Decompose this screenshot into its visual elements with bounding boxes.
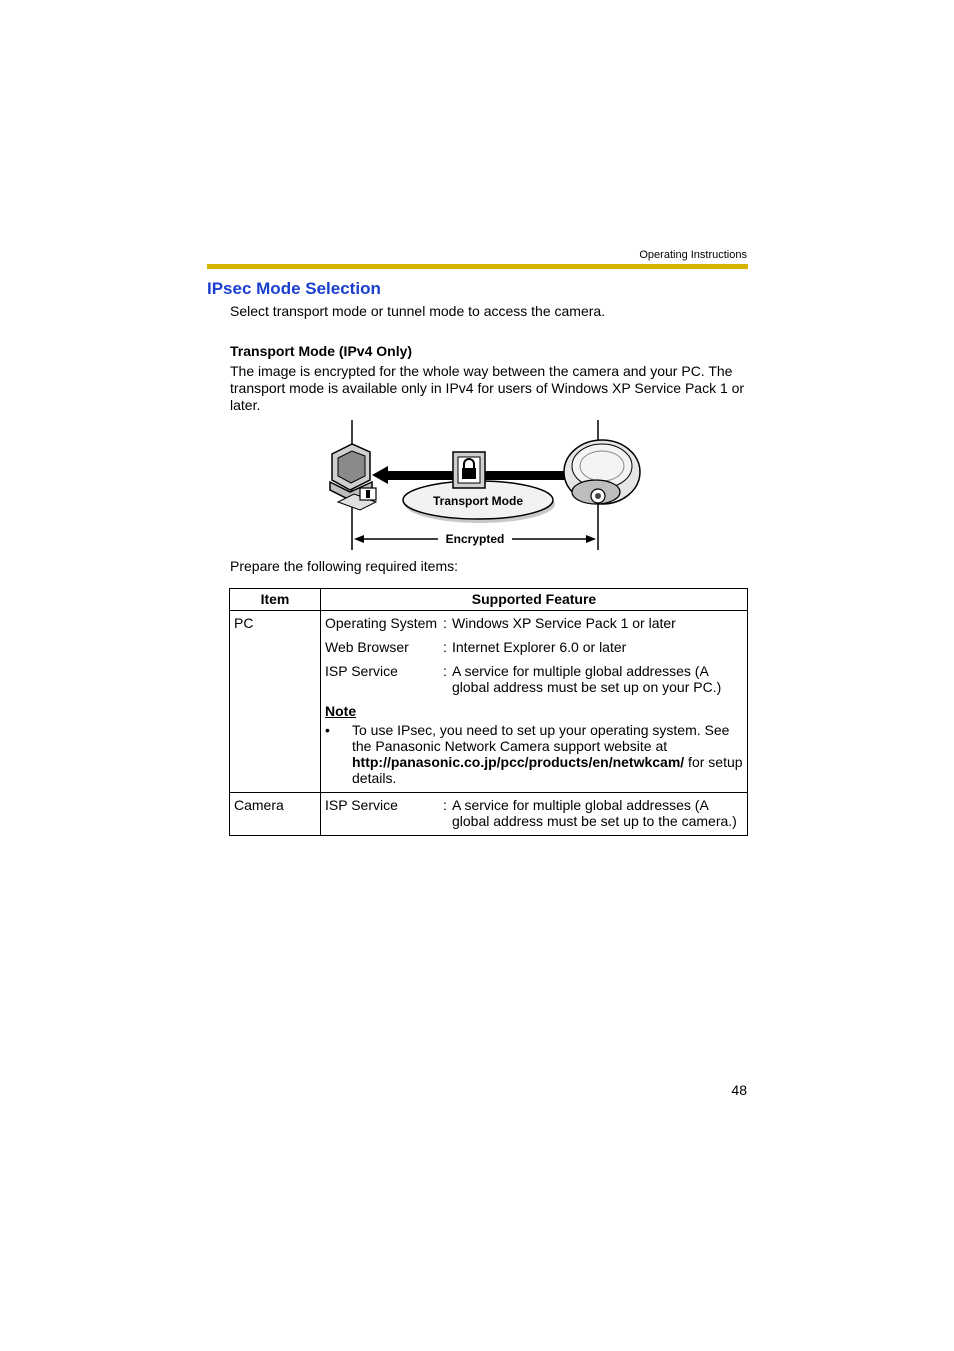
feature-value: A service for multiple global addresses (A global address must be set up to the camera.): [452, 797, 737, 829]
transport-heading: Transport Mode (IPv4 Only): [230, 343, 413, 359]
transport-body: The image is encrypted for the whole way between the camera and your PC. The transport mode is available only in IPv4 for users of Windows XP Service Pack 1 or later.: [230, 363, 745, 413]
feature-row: [325, 639, 743, 655]
feature-name: Web Browser: [325, 639, 409, 655]
feature-value: A service for multiple global addresses (A global address must be set up on your PC.): [452, 663, 722, 695]
feature-value: Windows XP Service Pack 1 or later: [452, 615, 676, 631]
prepare-text: Prepare the following required items:: [230, 558, 459, 574]
section-title: IPsec Mode Selection: [207, 279, 381, 298]
pc-lock-icon: [360, 488, 376, 500]
feature-name: ISP Service: [325, 663, 398, 679]
requirements-table: [229, 588, 748, 836]
feature-name: Operating System: [325, 615, 438, 631]
feature-colon: :: [443, 639, 447, 655]
transport-mode-label: Transport Mode: [432, 494, 524, 508]
note-text: [352, 722, 743, 786]
item-pc: PC: [230, 611, 321, 793]
section-intro: Select transport mode or tunnel mode to access the camera.: [230, 303, 606, 319]
feature-row: [325, 615, 743, 631]
note-text-before: To use IPsec, you need to set up your operating system. See the Panasonic Network Camera support website at: [352, 722, 730, 754]
item-camera: Camera: [230, 793, 321, 836]
feature-row: [325, 663, 743, 695]
table-header-row: [230, 589, 748, 611]
feature-name: ISP Service: [325, 797, 398, 813]
header-item: Item: [230, 589, 321, 611]
header-feature: Supported Feature: [321, 589, 748, 611]
running-header: Operating Instructions: [639, 249, 747, 261]
feature-cell-pc: [321, 611, 748, 793]
feature-colon: :: [443, 663, 447, 679]
encryption-lock-icon: [453, 452, 485, 488]
note-bullet-item: [325, 722, 743, 786]
feature-colon: :: [443, 615, 447, 631]
transport-mode-diagram: [320, 418, 650, 553]
note-text-after: for setup details.: [352, 754, 743, 786]
note-title: Note: [325, 703, 357, 719]
header-rule: [207, 264, 748, 269]
bullet-glyph: •: [325, 722, 330, 738]
encrypted-label: Encrypted: [445, 532, 505, 546]
feature-colon: :: [443, 797, 447, 813]
feature-cell-camera: [321, 793, 748, 836]
feature-row: [325, 797, 743, 829]
table-row: [230, 793, 748, 836]
support-website-link[interactable]: http://panasonic.co.jp/pcc/products/en/netwkcam/: [352, 754, 685, 770]
page-number: 48: [731, 1082, 747, 1098]
feature-value: Internet Explorer 6.0 or later: [452, 639, 627, 655]
network-camera-icon: [564, 440, 640, 504]
table-row: [230, 611, 748, 793]
